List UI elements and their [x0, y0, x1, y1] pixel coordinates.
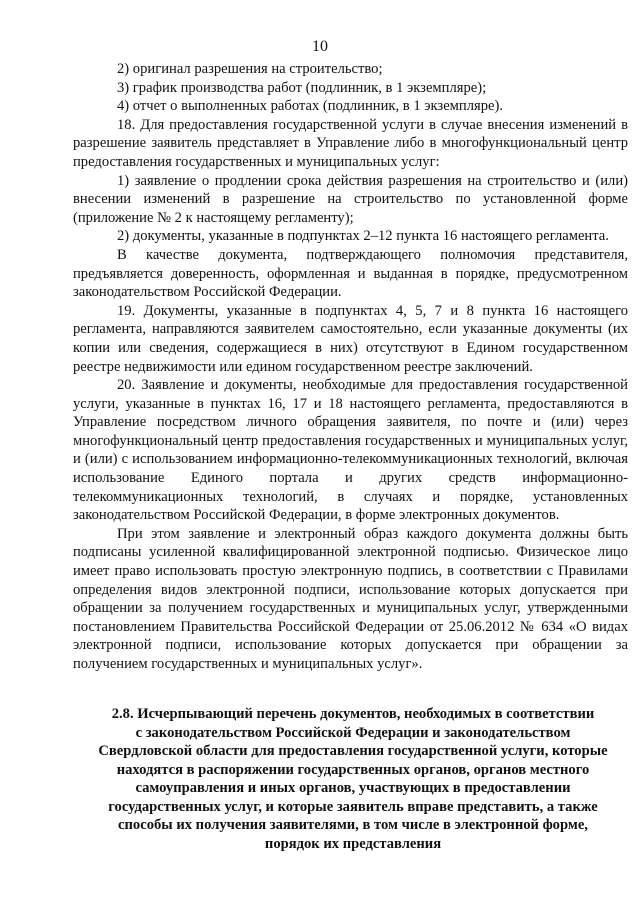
paragraph: 4) отчет о выполненных работах (подлинник, в 1 экземпляре). [117, 98, 503, 115]
paragraph: 18. Для предоставления государственной услуги в случае внесения изменений в разрешение заявитель представляет в Управление либо в многофункциональный центр предоставления государственных и муниципальных услуг: [73, 116, 628, 170]
heading-line: Свердловской области для предоставления государственной услуги, которые [98, 743, 608, 759]
paragraph: В качестве документа, подтверждающего полномочия представителя, предъявляется доверенность, оформленная и выданная в порядке, предусмотренном законодательством Российской Федерации. [73, 246, 628, 301]
paragraph: 19. Документы, указанные в подпунктах 4, 5, 7 и 8 пункта 16 настоящего регламента, направляются заявителем самостоятельно, если указанные документы (их копии или сведения, содержащиеся в них) отсутствуют в Едином государственном реестре недвижимости или едином государственном реестре заключений. [73, 302, 628, 375]
paragraph: При этом заявление и электронный образ каждого документа должны быть подписаны усиленной квалифицированной электронной подписью. Физическое лицо имеет право использовать простую электронную подпись, в соответствии с Правилами определения видов электронной подписи, использование которых допускается при обращении за получением государственных и муниципальных услуг, утвержденными постановлением Правительства Российской Федерации от 25.06.2012 № 634 «О видах электронной подписи, использование которых допускается при обращении за получением государственных и муниципальных услуг». [73, 525, 628, 672]
heading-line: государственных услуг, и которые заявитель вправе представить, а также [108, 798, 598, 815]
section-heading [78, 705, 628, 853]
heading-line: порядок их представления [264, 835, 442, 852]
document-body [73, 60, 628, 674]
heading-line: 2.8. Исчерпывающий перечень документов, необходимых в соответствии [111, 706, 595, 722]
page-number: 10 [312, 38, 328, 55]
paragraph: 20. Заявление и документы, необходимые для предоставления государственной услуги, указанные в пунктах 16, 17 и 18 настоящего регламента, предоставляются в Управление посредством личного обращения заявителя, по почте и (или) через многофункциональный центр предоставления государственных и муниципальных услуг, и (или) с использованием информационно-телекоммуникационных технологий, включая использование Единого портала и других средств информационно-телекоммуникационных технологий, в случаях и порядке, установленных законодательством Российской Федерации, в форме электронных документов. [73, 377, 628, 524]
paragraph: 3) график производства работ (подлинник, в 1 экземпляре); [117, 79, 487, 96]
paragraph: 2) оригинал разрешения на строительство; [117, 61, 383, 77]
heading-line: самоуправления и иных органов, участвующих в предоставлении [135, 780, 571, 796]
heading-line: с законодательством Российской Федерации и законодательством [135, 724, 571, 741]
paragraph: 2) документы, указанные в подпунктах 2–12 пункта 16 настоящего регламента. [117, 228, 609, 245]
heading-line: находятся в распоряжении государственных органов, органов местного [116, 761, 590, 778]
heading-line: способы их получения заявителями, в том числе в электронной форме, [118, 817, 588, 833]
paragraph: 1) заявление о продлении срока действия разрешения на строительство и (или) внесении изменений в разрешение на строительство по установленной форме (приложение № 2 к настоящему регламенту); [73, 172, 628, 226]
